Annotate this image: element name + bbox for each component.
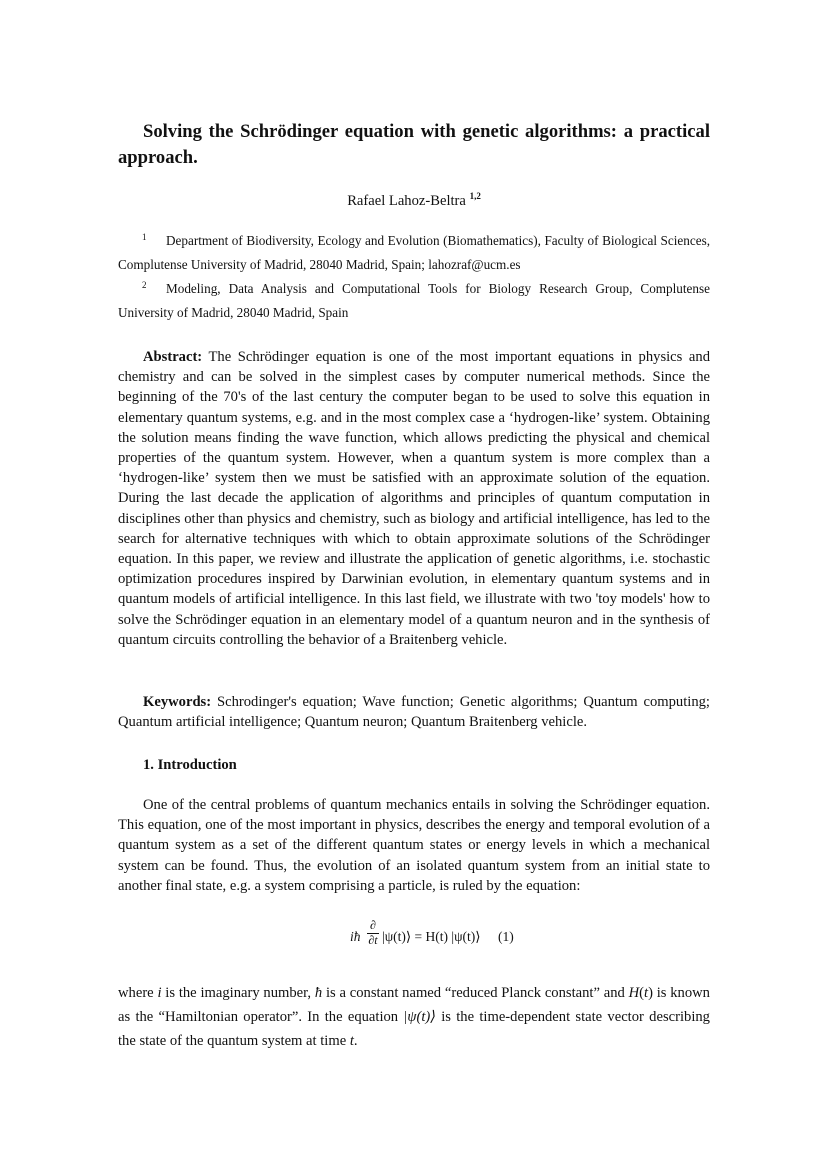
- text-italic: H: [628, 985, 640, 1001]
- text-run: ) is known as the “Hamiltonian operator”. In the equation: [118, 985, 710, 1025]
- intro-paragraph: One of the central problems of quantum mechanics entails in solving the Schrödinger equation. This equation, one of the most important in physics, describes the energy and temporal evolution of a quantum system as a set of the different quantum states or energy levels in which a mechanical system can be found. Thus, the evolution of an isolated quantum system from an initial state to another final state, e.g. a system comprising a particle, is ruled by the equation:: [118, 797, 710, 894]
- author-name: Rafael Lahoz-Beltra: [347, 193, 466, 209]
- text-italic: i: [157, 985, 162, 1001]
- text-italic: |ψ(t)⟩: [403, 1009, 436, 1025]
- text-run: is the time-dependent state vector describing the state of the quantum system at time: [118, 1009, 710, 1049]
- author-line: [118, 191, 710, 211]
- final-paragraph: [118, 981, 710, 1053]
- keywords-text: Schrodinger's equation; Wave function; Genetic algorithms; Quantum computing; Quantum artificial intelligence; Quantum neuron; Quantum Braitenberg vehicle.: [118, 694, 710, 731]
- affiliation-text: Department of Biodiversity, Ecology and Evolution (Biomathematics), Faculty of Biological Sciences, Complutense University of Madrid, 28040 Madrid, Spain; lahozraf@ucm.es: [118, 233, 710, 272]
- text-run: where: [118, 985, 158, 1001]
- schrodinger-equation: [350, 918, 550, 954]
- text-run: .: [353, 1033, 358, 1049]
- equation-rest: |ψ(t)⟩ = H(t) |ψ(t)⟩: [382, 929, 481, 944]
- abstract: [118, 347, 710, 650]
- section-heading: 1. Introduction: [143, 757, 237, 773]
- text-run: is the imaginary number,: [161, 985, 315, 1001]
- equation-frac-bottom: ∂t: [368, 933, 378, 947]
- keywords: [118, 692, 710, 732]
- affiliation-text: Modeling, Data Analysis and Computational Tools for Biology Research Group, Complutense University of Madrid, 28040 Madrid, Spain: [118, 281, 710, 320]
- paper-title: Solving the Schrödinger equation with genetic algorithms: a practical approach.: [118, 121, 710, 168]
- equation-number: (1): [498, 929, 514, 944]
- text-run: (: [639, 985, 645, 1001]
- equation-lhs: iħ: [350, 929, 361, 944]
- author-affiliation-marks: 1,2: [469, 191, 481, 201]
- abstract-label: Abstract:: [143, 349, 203, 365]
- text-italic: ħ: [314, 985, 323, 1001]
- text-run: is a constant named “reduced Planck constant” and: [322, 985, 629, 1001]
- abstract-text: The Schrödinger equation is one of the most important equations in physics and chemistry and can be solved in the simplest cases by computer numerical methods. Since the beginning of the 70's of the last century the computer began to be used to solve this equation in elementary quantum systems, e.g. and in the most complex case a ‘hydrogen-like’ system. Obtaining the solution means finding the wave function, which allows predicting the physical and chemical properties of the quantum system. However, when a quantum system is more complex than a ‘hydrogen-like’ system then we must be satisfied with an approximate solution of the equation. During the last decade the application of algorithms and principles of quantum computation in disciplines other than physics and chemistry, such as biology and artificial intelligence, has led to the search for alternative techniques with which to obtain approximate solutions of the Schrödinger equation. In this paper, we review and illustrate the application of genetic algorithms, i.e. stochastic optimization procedures inspired by Darwinian evolution, in elementary quantum systems and in quantum models of artificial intelligence. In this last field, we illustrate with two 'toy models' how to solve the Schrödinger equation in an elementary model of a quantum neuron and in the synthesis of quantum circuits controlling the behavior of a Braitenberg vehicle.: [118, 349, 710, 648]
- affiliation-1: 1 Department of Biodiversity, Ecology and Evolution (Biomathematics), Faculty of Biological Sciences, Complutense University of Madrid, 28040 Madrid, Spain; lahozraf@ucm.es: [118, 232, 710, 272]
- affiliation-2: 2 Modeling, Data Analysis and Computational Tools for Biology Research Group, Complutense University of Madrid, 28040 Madrid, Spain: [118, 280, 710, 320]
- keywords-label: Keywords:: [143, 694, 212, 710]
- text-italic: t: [349, 1033, 354, 1049]
- text-italic: t: [644, 985, 649, 1001]
- equation-frac-top: ∂: [370, 918, 376, 932]
